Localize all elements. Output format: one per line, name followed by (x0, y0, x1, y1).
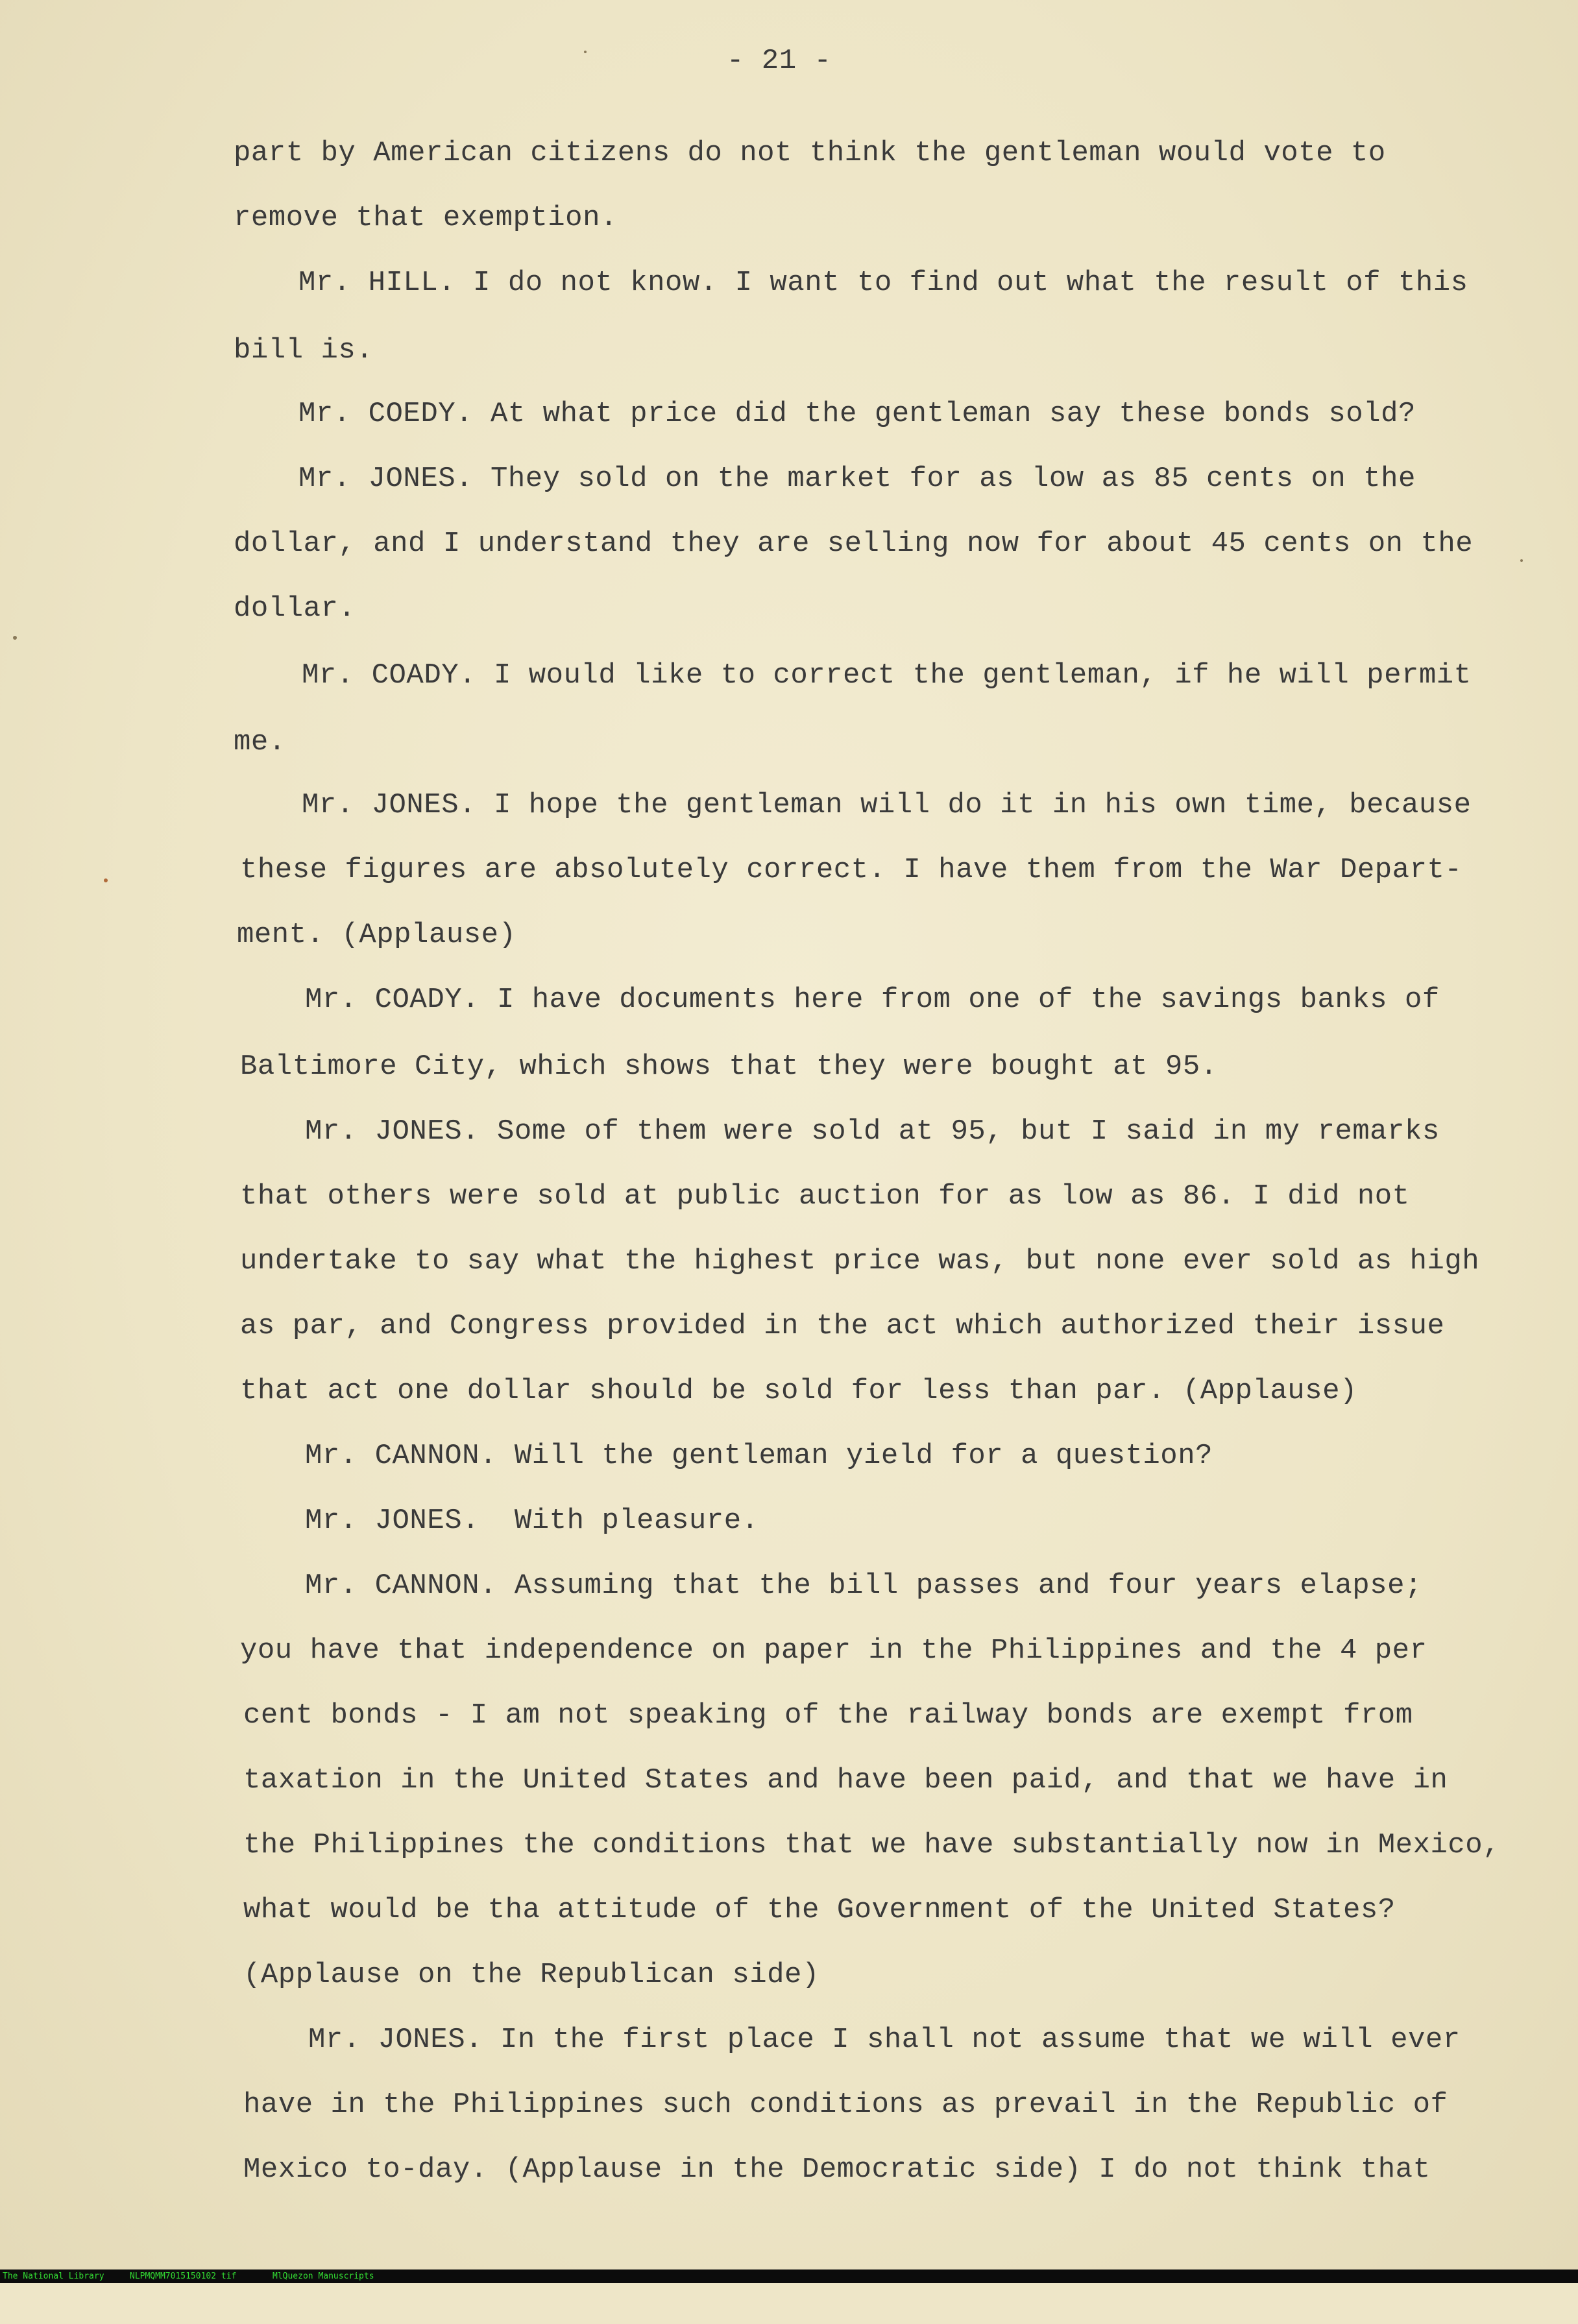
text-line: what would be tha attitude of the Government of the United States? (243, 1894, 1396, 1926)
paper-speck (1520, 559, 1523, 562)
text-line: that others were sold at public auction for as low as 86. I did not (240, 1180, 1410, 1213)
text-line: (Applause on the Republican side) (243, 1959, 819, 1991)
text-line: Mr. CANNON. Assuming that the bill passes and four years elapse; (305, 1569, 1422, 1602)
text-line: bill is. (234, 334, 374, 367)
text-line: Mr. CANNON. Will the gentleman yield for a question? (305, 1440, 1213, 1472)
text-line: Mr. COEDY. At what price did the gentleman say these bonds sold? (298, 398, 1416, 430)
text-line: cent bonds - I am not speaking of the railway bonds are exempt from (243, 1699, 1413, 1732)
text-line: part by American citizens do not think the gentleman would vote to (234, 137, 1386, 169)
text-line: Mr. COADY. I have documents here from one of the savings banks of (305, 984, 1440, 1016)
text-line: Mr. JONES. With pleasure. (305, 1505, 759, 1537)
footer-library: The National Library (3, 2271, 104, 2281)
footer-file: NLPMQMM7015150102 tif (130, 2271, 237, 2281)
text-line: you have that independence on paper in the Philippines and the 4 per (240, 1634, 1427, 1667)
text-line: Mr. HILL. I do not know. I want to find out what the result of this (298, 267, 1468, 299)
paper-speck (584, 51, 587, 53)
text-line: dollar. (234, 592, 356, 625)
text-line: as par, and Congress provided in the act which authorized their issue (240, 1310, 1445, 1342)
text-line: Mr. JONES. They sold on the market for as low as 85 cents on the (298, 463, 1416, 495)
text-line: the Philippines the conditions that we have substantially now in Mexico, (243, 1829, 1501, 1861)
text-line: undertake to say what the highest price was, but none ever sold as high (240, 1245, 1480, 1277)
text-line: Mr. JONES. I hope the gentleman will do it in his own time, because (302, 789, 1472, 821)
text-line: taxation in the United States and have been paid, and that we have in (243, 1764, 1448, 1797)
text-line: remove that exemption. (234, 202, 618, 234)
text-line: dollar, and I understand they are selling now for about 45 cents on the (234, 527, 1474, 560)
text-line: have in the Philippines such conditions as prevail in the Republic of (243, 2088, 1448, 2121)
text-line: Mexico to-day. (Applause in the Democratic side) I do not think that (243, 2153, 1431, 2186)
text-line: Mr. JONES. Some of them were sold at 95, but I said in my remarks (305, 1115, 1440, 1148)
footer-collection: MlQuezon Manuscripts (273, 2271, 374, 2281)
text-line: these figures are absolutely correct. I have them from the War Depart- (240, 854, 1463, 886)
paper-speck (13, 636, 17, 640)
scan-footer-bar (0, 2270, 1578, 2283)
page-number: - 21 - (727, 45, 832, 77)
text-line: Mr. JONES. In the first place I shall not assume that we will ever (308, 2024, 1461, 2056)
paper-speck (104, 878, 108, 882)
text-line: me. (234, 726, 286, 758)
text-line: Baltimore City, which shows that they were bought at 95. (240, 1050, 1218, 1083)
text-line: that act one dollar should be sold for less than par. (Applause) (240, 1375, 1357, 1407)
text-line: Mr. COADY. I would like to correct the gentleman, if he will permit (302, 659, 1472, 692)
text-line: ment. (Applause) (237, 919, 516, 951)
